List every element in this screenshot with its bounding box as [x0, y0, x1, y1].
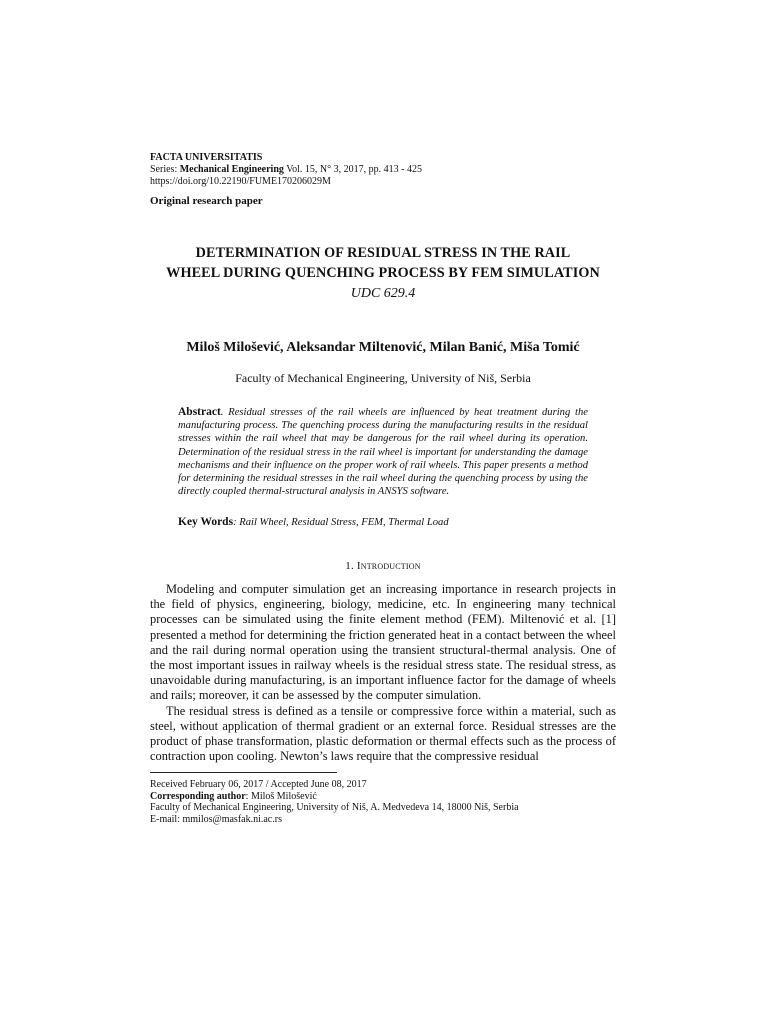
journal-series	[150, 164, 616, 176]
volume-info: Vol. 15, N° 3, 2017, pp. 413 - 425	[283, 164, 422, 175]
paragraph: Modeling and computer simulation get an increasing importance in research projects in the field of physics, engineering, biology, medicine, etc. In engineering many technical processes can be simulated using the finite element method (FEM). Miltenović et al. [1] presented a method for determining the friction generated heat in a contact between the wheel and the rail during normal operation using the transient structural-thermal analysis. One of the most important issues in railway wheels is the residual stress state. The residual stress, as unavoidable during manufacturing, is an important influence factor for the damage of wheels and rails; moreover, it can be assessed by the computer simulation.	[150, 582, 616, 703]
corresponding-author	[150, 791, 616, 803]
title-line-1: DETERMINATION OF RESIDUAL STRESS IN THE RAIL	[195, 245, 571, 261]
corresponding-name: : Miloš Milošević	[245, 790, 317, 802]
keywords	[178, 516, 588, 528]
udc-code: UDC 629.4	[350, 286, 416, 301]
author-email[interactable]: E-mail: mmilos@masfak.ni.ac.rs	[150, 813, 282, 825]
body-text	[150, 582, 616, 764]
footnote	[150, 779, 616, 825]
abstract-text: . Residual stresses of the rail wheels are influenced by heat treatment during the manufacturing process. The quenching process during the manufacturing results in the residual stresses within the rail wheel that may be dangerous for the rail wheel during its operation. Determination of the residual stress in the rail wheel is important for understanding the damage mechanisms and their influence on the proper work of rail wheels. This paper presents a method for determining the residual stresses in the rail wheel during the quenching process by using the directly coupled thermal-structural analysis in ANSYS software.	[178, 407, 588, 498]
abstract-label: Abstract	[178, 406, 221, 418]
corresponding-label: Corresponding author	[150, 790, 246, 802]
abstract	[178, 406, 588, 498]
received-dates: Received February 06, 2017 / Accepted June 08, 2017	[150, 779, 367, 790]
title-line-2: WHEEL DURING QUENCHING PROCESS BY FEM SIMULATION	[166, 265, 600, 281]
journal-header	[150, 152, 616, 188]
section-heading	[150, 560, 616, 572]
series-name: Mechanical Engineering	[179, 164, 284, 175]
section-title: Introduction	[356, 560, 421, 572]
paper-type: Original research paper	[150, 195, 263, 207]
doi-link[interactable]: https://doi.org/10.22190/FUME170206029M	[150, 176, 331, 187]
journal-name: FACTA UNIVERSITATIS	[150, 152, 263, 163]
section-number: 1.	[345, 560, 357, 572]
authors: Miloš Milošević, Aleksandar Miltenović, Milan Banić, Miša Tomić	[186, 340, 580, 355]
series-prefix: Series:	[150, 164, 180, 175]
keywords-label: Key Words	[178, 516, 234, 528]
author-address: Faculty of Mechanical Engineering, University of Niš, A. Medvedeva 14, 18000 Niš, Serbia	[150, 802, 519, 814]
affiliation: Faculty of Mechanical Engineering, University of Niš, Serbia	[235, 371, 531, 385]
paragraph: The residual stress is defined as a tensile or compressive force within a material, such as steel, without application of thermal gradient or an external force. Residual stresses are the product of phase transformation, plastic deformation or thermal effects such as the process of contraction upon cooling. Newton’s laws require that the compressive residual	[150, 703, 616, 764]
footnote-divider	[150, 772, 337, 773]
keywords-text: : Rail Wheel, Residual Stress, FEM, Thermal Load	[233, 517, 449, 528]
paper-title	[150, 243, 616, 283]
